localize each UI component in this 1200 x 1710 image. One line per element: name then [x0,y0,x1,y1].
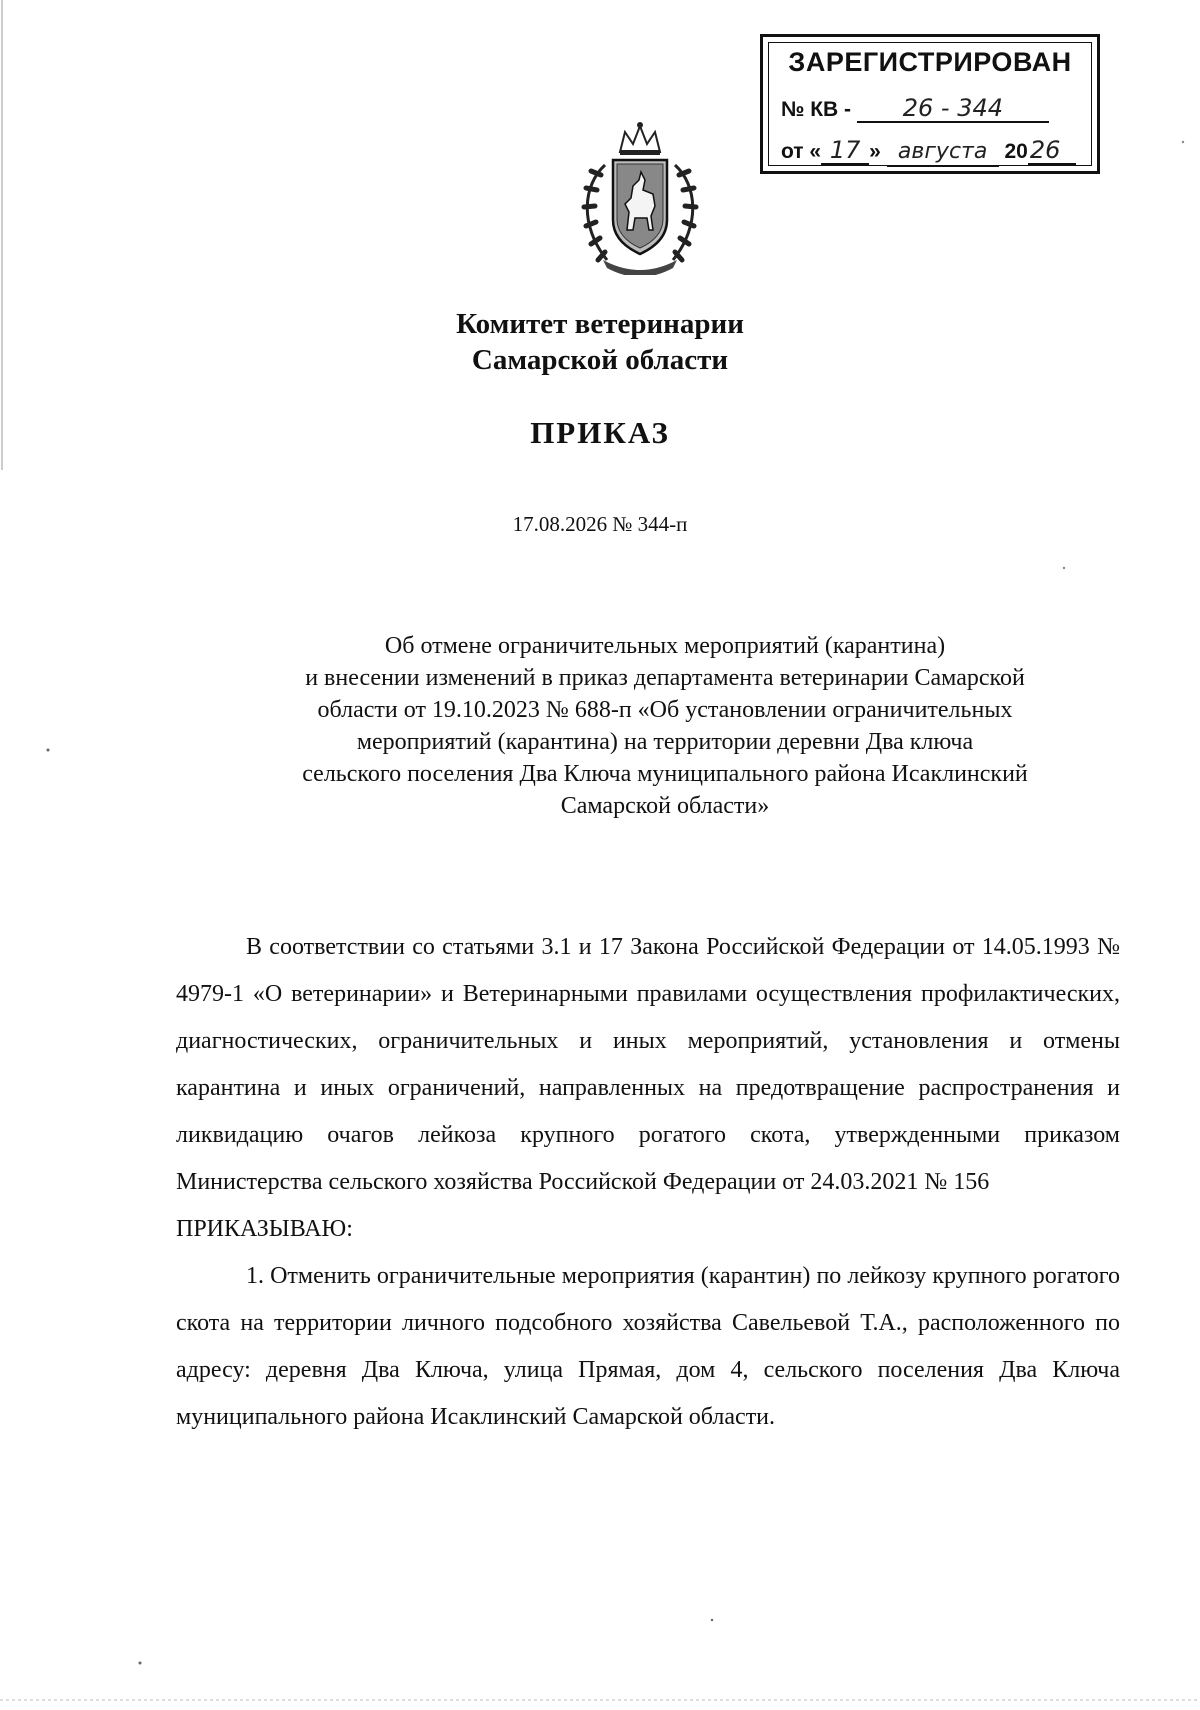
subject-line: сельского поселения Два Ключа муниципального района Исаклинский [302,761,1028,787]
stamp-title: ЗАРЕГИСТРИРОВАН [788,47,1072,77]
stamp-date-day: 17 [821,137,869,165]
stamp-number-value: 26 - 344 [857,95,1049,123]
organization-name-line2: Самарской области [471,344,729,376]
order-word: ПРИКАЗЫВАЮ: [176,1216,353,1242]
subject-line: мероприятий (карантина) на территории деревни Два ключа [356,729,974,755]
document-date-number: 17.08.2026 № 344-п [512,512,688,536]
stamp-date-year-prefix: 20 [1004,140,1028,163]
order-item-1: 1. Отменить ограничительные мероприятия (карантин) по лейкозу крупного рогатого скота на территории личного подсобного хозяйства Савельевой Т.А., расположенного по адресу: деревня Два Ключа, улица Прямая, дом 4, сельского поселения Два Ключа муниципального района Исаклинский Самарской области. [176,1263,1120,1430]
stamp-date-mid: » [869,140,881,163]
subject-line: и внесении изменений в приказ департамента ветеринарии Самарской [305,665,1025,691]
subject-line: области от 19.10.2023 № 688-п «Об установлении ограничительных [317,697,1013,723]
stamp-date-prefix: от « [781,140,822,163]
stamp-date-line [781,137,1076,167]
registration-stamp [760,34,1100,174]
document-body [176,924,1120,1441]
subject-line: Самарской области» [560,793,770,819]
stamp-date-month: августа [887,139,999,167]
stamp-number-line [781,95,1049,123]
samara-coat-of-arms-icon [565,120,715,275]
subject-line: Об отмене ограничительных мероприятий (карантина) [384,633,946,659]
stamp-date-year-suffix: 26 [1028,137,1076,165]
document-type-title: ПРИКАЗ [530,415,670,450]
document-subject [200,630,1130,822]
organization-name-line1: Комитет ветеринарии [456,308,744,340]
preamble-paragraph: В соответствии со статьями 3.1 и 17 Закона Российской Федерации от 14.05.1993 № 4979-1 «О ветеринарии» и Ветеринарными правилами осуществления профилактических, диагностических, ограничительных и иных мероприятий, установления и отмены карантина и иных ограничений, направленных на предотвращение распространения и ликвидацию очагов лейкоза крупного рогатого скота, утвержденными приказом Министерства сельского хозяйства Российской Федерации от 24.03.2021 № 156 [176,934,1120,1195]
stamp-number-prefix: № КВ - [781,98,852,121]
